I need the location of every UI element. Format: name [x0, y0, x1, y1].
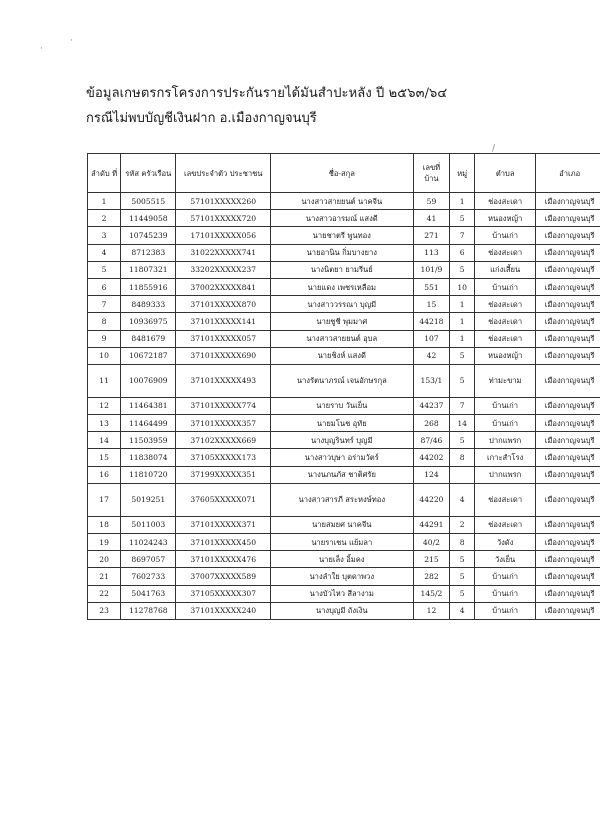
cell-moo: 8 — [450, 534, 475, 551]
cell-amphoe: เมืองกาญจนบุรี — [536, 585, 600, 602]
cell-citizen-id: 37007XXXXX589 — [176, 568, 271, 585]
header-household: รหัส ครัวเรือน — [121, 154, 176, 193]
cell-amphoe: เมืองกาญจนบุรี — [536, 568, 600, 585]
cell-amphoe: เมืองกาญจนบุรี — [536, 193, 600, 210]
table-row — [88, 516, 600, 533]
cell-no: 6 — [88, 278, 121, 295]
cell-house-no: 145/2 — [413, 585, 450, 602]
table-row — [88, 534, 600, 551]
cell-household: 8697057 — [121, 551, 176, 568]
cell-name: นายอานิน กิ่มบางยาง — [271, 244, 414, 261]
cell-amphoe: เมืองกาญจนบุรี — [536, 278, 600, 295]
cell-house-no: 44220 — [413, 483, 450, 516]
cell-house-no: 271 — [413, 227, 450, 244]
cell-name: นายราบ วันเย็น — [271, 397, 414, 414]
cell-tambon: ปากแพรก — [474, 466, 535, 483]
cell-name: นายราเชน แย้มลา — [271, 534, 414, 551]
table-row — [88, 585, 600, 602]
cell-name: นางนภนภัส ชาติศรัย — [271, 466, 414, 483]
cell-citizen-id: 37101XXXXX057 — [176, 330, 271, 347]
cell-no: 3 — [88, 227, 121, 244]
cell-moo: 4 — [450, 483, 475, 516]
scan-speck-left: · — [40, 44, 43, 54]
cell-amphoe: เมืองกาญจนบุรี — [536, 313, 600, 330]
cell-no: 20 — [88, 551, 121, 568]
cell-house-no: 87/46 — [413, 432, 450, 449]
cell-no: 18 — [88, 516, 121, 533]
cell-moo — [450, 466, 475, 483]
cell-moo: 5 — [450, 364, 475, 397]
cell-household: 5011003 — [121, 516, 176, 533]
cell-amphoe: เมืองกาญจนบุรี — [536, 244, 600, 261]
table-row — [88, 244, 600, 261]
cell-moo: 1 — [450, 313, 475, 330]
cell-amphoe: เมืองกาญจนบุรี — [536, 397, 600, 414]
cell-tambon: บ้านเก่า — [474, 568, 535, 585]
table-row — [88, 227, 600, 244]
cell-citizen-id: 37101XXXXX240 — [176, 602, 271, 619]
cell-no: 16 — [88, 466, 121, 483]
cell-household: 7602733 — [121, 568, 176, 585]
cell-tambon: ท่ามะขาม — [474, 364, 535, 397]
cell-moo: 5 — [450, 432, 475, 449]
cell-name: นางสาวบุษา อร่ามวัตร์ — [271, 449, 414, 466]
cell-household: 5005515 — [121, 193, 176, 210]
cell-moo: 5 — [450, 568, 475, 585]
cell-citizen-id: 37101XXXXX450 — [176, 534, 271, 551]
cell-house-no: 282 — [413, 568, 450, 585]
cell-name: นางสาวอารมณ์ แสงดี — [271, 210, 414, 227]
table-row — [88, 551, 600, 568]
cell-tambon: หนองหญ้า — [474, 210, 535, 227]
cell-citizen-id: 37101XXXXX870 — [176, 296, 271, 313]
cell-tambon: ช่องสะเดา — [474, 330, 535, 347]
cell-house-no: 44291 — [413, 516, 450, 533]
cell-amphoe: เมืองกาญจนบุรี — [536, 347, 600, 364]
cell-amphoe: เมืองกาญจนบุรี — [536, 364, 600, 397]
cell-name: นายแดง เพชรเหลือม — [271, 278, 414, 295]
cell-name: นางสาวสายยนต์ อุบล — [271, 330, 414, 347]
cell-citizen-id: 33202XXXXX237 — [176, 261, 271, 278]
cell-tambon: ช่องสะเดา — [474, 296, 535, 313]
cell-moo: 5 — [450, 551, 475, 568]
table-row — [88, 210, 600, 227]
scan-speck-right: / — [492, 144, 496, 154]
cell-house-no: 153/1 — [413, 364, 450, 397]
cell-tambon: ช่องสะเดา — [474, 244, 535, 261]
cell-citizen-id: 37105XXXXX173 — [176, 449, 271, 466]
cell-house-no: 12 — [413, 602, 450, 619]
cell-citizen-id: 37101XXXXX371 — [176, 516, 271, 533]
cell-name: นางนิตยา ยามรีนย์ — [271, 261, 414, 278]
cell-amphoe: เมืองกาญจนบุรี — [536, 330, 600, 347]
table-row — [88, 278, 600, 295]
header-moo: หมู่ — [450, 154, 475, 193]
cell-household: 5019251 — [121, 483, 176, 516]
cell-no: 21 — [88, 568, 121, 585]
cell-house-no: 44237 — [413, 397, 450, 414]
cell-amphoe: เมืองกาญจนบุรี — [536, 227, 600, 244]
cell-name: นางสาวสารภี สระหงษ์ทอง — [271, 483, 414, 516]
cell-name: นางสาววรรณา บุญมี — [271, 296, 414, 313]
cell-house-no: 42 — [413, 347, 450, 364]
header-house-no: เลขที่ บ้าน — [413, 154, 450, 193]
cell-household: 8481679 — [121, 330, 176, 347]
cell-citizen-id: 31022XXXXX741 — [176, 244, 271, 261]
cell-amphoe: เมืองกาญจนบุรี — [536, 466, 600, 483]
cell-citizen-id: 37101XXXXX774 — [176, 397, 271, 414]
cell-citizen-id: 57101XXXXX720 — [176, 210, 271, 227]
table-row — [88, 415, 600, 432]
cell-household: 11464499 — [121, 415, 176, 432]
cell-citizen-id: 37199XXXXX351 — [176, 466, 271, 483]
cell-no: 7 — [88, 296, 121, 313]
cell-amphoe: เมืองกาญจนบุรี — [536, 449, 600, 466]
cell-amphoe: เมืองกาญจนบุรี — [536, 415, 600, 432]
table-row — [88, 602, 600, 619]
header-tambon: ตำบล — [474, 154, 535, 193]
cell-household: 11449058 — [121, 210, 176, 227]
cell-citizen-id: 57101XXXXX260 — [176, 193, 271, 210]
cell-household: 11503959 — [121, 432, 176, 449]
cell-amphoe: เมืองกาญจนบุรี — [536, 483, 600, 516]
cell-no: 4 — [88, 244, 121, 261]
cell-household: 8489333 — [121, 296, 176, 313]
table-row — [88, 568, 600, 585]
cell-house-no: 124 — [413, 466, 450, 483]
header-name: ชื่อ-สกุล — [271, 154, 414, 193]
cell-moo: 7 — [450, 227, 475, 244]
cell-name: นางรัตนาภรณ์ เจนอักษรกุล — [271, 364, 414, 397]
cell-moo: 8 — [450, 449, 475, 466]
cell-house-no: 15 — [413, 296, 450, 313]
cell-household: 11024243 — [121, 534, 176, 551]
cell-no: 13 — [88, 415, 121, 432]
cell-household: 11464381 — [121, 397, 176, 414]
cell-house-no: 44218 — [413, 313, 450, 330]
cell-moo: 5 — [450, 261, 475, 278]
cell-household: 11278768 — [121, 602, 176, 619]
table-row — [88, 193, 600, 210]
cell-house-no: 40/2 — [413, 534, 450, 551]
cell-amphoe: เมืองกาญจนบุรี — [536, 551, 600, 568]
cell-no: 1 — [88, 193, 121, 210]
cell-tambon: บ้านเก่า — [474, 415, 535, 432]
cell-moo: 1 — [450, 296, 475, 313]
cell-tambon: วังเย็น — [474, 551, 535, 568]
cell-household: 11855916 — [121, 278, 176, 295]
cell-citizen-id: 37002XXXXX841 — [176, 278, 271, 295]
cell-name: นางบัวไหว สีลางาม — [271, 585, 414, 602]
cell-citizen-id: 37101XXXXX476 — [176, 551, 271, 568]
cell-moo: 2 — [450, 516, 475, 533]
table-header-row — [88, 154, 600, 193]
table-row — [88, 466, 600, 483]
cell-name: นายสมยศ นาคจีน — [271, 516, 414, 533]
farmer-table — [87, 153, 600, 620]
header-amphoe: อำเภอ — [536, 154, 600, 193]
cell-household: 10076909 — [121, 364, 176, 397]
cell-moo: 5 — [450, 347, 475, 364]
cell-household: 11838074 — [121, 449, 176, 466]
cell-tambon: บ้านเก่า — [474, 397, 535, 414]
cell-name: นางบุญมี ถังเงิน — [271, 602, 414, 619]
cell-household: 10936975 — [121, 313, 176, 330]
cell-no: 19 — [88, 534, 121, 551]
cell-citizen-id: 37102XXXXX669 — [176, 432, 271, 449]
cell-no: 9 — [88, 330, 121, 347]
cell-moo: 6 — [450, 244, 475, 261]
cell-household: 8712383 — [121, 244, 176, 261]
cell-moo: 5 — [450, 585, 475, 602]
cell-no: 15 — [88, 449, 121, 466]
table-row — [88, 330, 600, 347]
cell-citizen-id: 37101XXXXX141 — [176, 313, 271, 330]
cell-tambon: บ้านเก่า — [474, 602, 535, 619]
cell-amphoe: เมืองกาญจนบุรี — [536, 516, 600, 533]
cell-moo: 10 — [450, 278, 475, 295]
cell-name: นายเล็ง อิ้มคง — [271, 551, 414, 568]
cell-citizen-id: 17101XXXXX056 — [176, 227, 271, 244]
cell-house-no: 107 — [413, 330, 450, 347]
cell-moo: 1 — [450, 330, 475, 347]
cell-moo: 14 — [450, 415, 475, 432]
cell-moo: 5 — [450, 210, 475, 227]
table-row — [88, 397, 600, 414]
cell-tambon: บ้านเก่า — [474, 227, 535, 244]
document-subtitle: กรณีไม่พบบัญชีเงินฝาก อ.เมืองกาญจนบุรี — [86, 111, 317, 126]
cell-no: 23 — [88, 602, 121, 619]
table-row — [88, 296, 600, 313]
cell-amphoe: เมืองกาญจนบุรี — [536, 261, 600, 278]
cell-no: 11 — [88, 364, 121, 397]
cell-no: 14 — [88, 432, 121, 449]
cell-moo: 1 — [450, 193, 475, 210]
cell-household: 10745239 — [121, 227, 176, 244]
cell-no: 12 — [88, 397, 121, 414]
cell-house-no: 44202 — [413, 449, 450, 466]
cell-tambon: ช่องสะเดา — [474, 193, 535, 210]
cell-house-no: 59 — [413, 193, 450, 210]
cell-tambon: ปากแพรก — [474, 432, 535, 449]
cell-amphoe: เมืองกาญจนบุรี — [536, 210, 600, 227]
header-no: ลำดับ ที่ — [88, 154, 121, 193]
table-row — [88, 449, 600, 466]
cell-no: 8 — [88, 313, 121, 330]
cell-amphoe: เมืองกาญจนบุรี — [536, 296, 600, 313]
cell-no: 10 — [88, 347, 121, 364]
cell-house-no: 215 — [413, 551, 450, 568]
cell-household: 10672187 — [121, 347, 176, 364]
cell-tambon: บ้านเก่า — [474, 278, 535, 295]
cell-house-no: 551 — [413, 278, 450, 295]
cell-citizen-id: 37605XXXXX071 — [176, 483, 271, 516]
table-row — [88, 313, 600, 330]
scan-speck-top: · — [70, 36, 73, 46]
table-row — [88, 432, 600, 449]
cell-citizen-id: 37105XXXXX307 — [176, 585, 271, 602]
cell-moo: 4 — [450, 602, 475, 619]
cell-tambon: แก่งเสี้ยน — [474, 261, 535, 278]
document-title: ข้อมูลเกษตรกรโครงการประกันรายได้มันสำปะหลัง ปี ๒๕๖๓/๖๔ — [86, 86, 448, 101]
cell-household: 5041763 — [121, 585, 176, 602]
cell-name: นายชาตรี พูนทอง — [271, 227, 414, 244]
cell-name: นางลำใย บุตดาพวง — [271, 568, 414, 585]
cell-tambon: วังดัง — [474, 534, 535, 551]
cell-name: นายมโนช อุทัย — [271, 415, 414, 432]
cell-house-no: 41 — [413, 210, 450, 227]
cell-amphoe: เมืองกาญจนบุรี — [536, 432, 600, 449]
header-citizen-id: เลขประจำตัว ประชาชน — [176, 154, 271, 193]
table-row — [88, 364, 600, 397]
cell-tambon: เกาะสำโรง — [474, 449, 535, 466]
cell-tambon: บ้านเก่า — [474, 585, 535, 602]
cell-household: 11810720 — [121, 466, 176, 483]
cell-amphoe: เมืองกาญจนบุรี — [536, 602, 600, 619]
cell-tambon: ช่องสะเดา — [474, 483, 535, 516]
cell-tambon: ช่องสะเดา — [474, 313, 535, 330]
cell-tambon: หนองหญ้า — [474, 347, 535, 364]
cell-no: 17 — [88, 483, 121, 516]
cell-no: 22 — [88, 585, 121, 602]
table-row — [88, 347, 600, 364]
cell-tambon: ช่องสะเดา — [474, 516, 535, 533]
cell-citizen-id: 37101XXXXX493 — [176, 364, 271, 397]
cell-no: 5 — [88, 261, 121, 278]
cell-name: นายชิงห์ แสงดี — [271, 347, 414, 364]
table-row — [88, 483, 600, 516]
cell-house-no: 101/9 — [413, 261, 450, 278]
cell-household: 11807321 — [121, 261, 176, 278]
cell-citizen-id: 37101XXXXX357 — [176, 415, 271, 432]
cell-amphoe: เมืองกาญจนบุรี — [536, 534, 600, 551]
cell-moo: 7 — [450, 397, 475, 414]
table-row — [88, 261, 600, 278]
cell-name: นายชูชี พุมมาศ — [271, 313, 414, 330]
cell-house-no: 268 — [413, 415, 450, 432]
cell-name: นางบุญรินทร์ บุญมี — [271, 432, 414, 449]
cell-citizen-id: 37101XXXXX690 — [176, 347, 271, 364]
cell-name: นางสาวสายยนต์ นาคจีน — [271, 193, 414, 210]
cell-house-no: 113 — [413, 244, 450, 261]
cell-no: 2 — [88, 210, 121, 227]
